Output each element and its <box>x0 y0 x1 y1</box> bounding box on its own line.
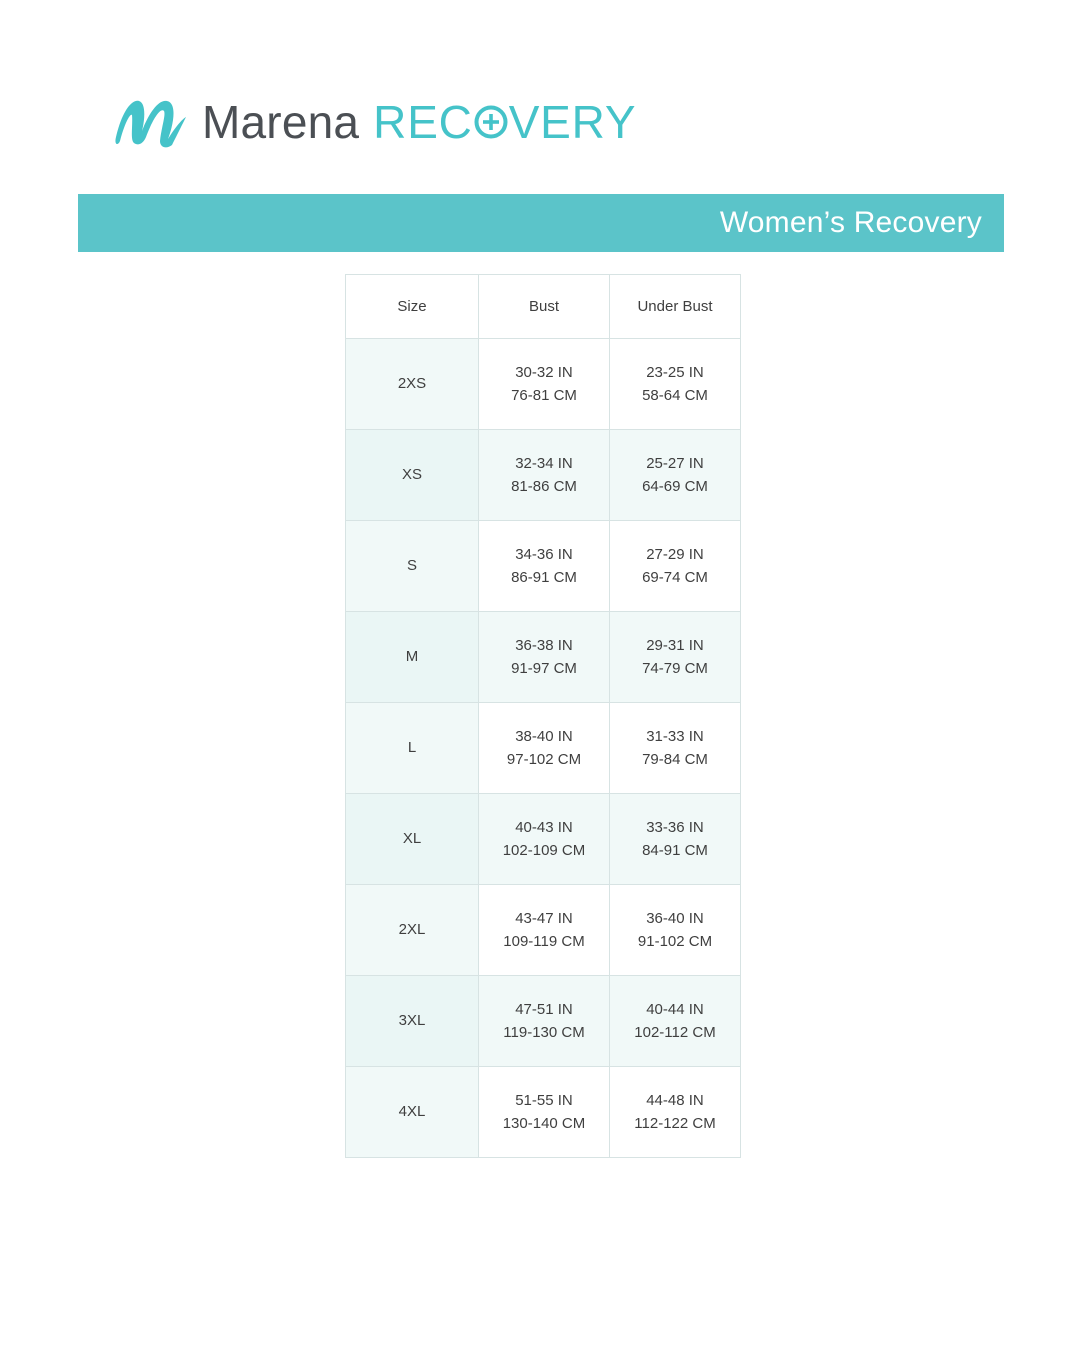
banner-title: Women’s Recovery <box>719 206 982 239</box>
cell-under-bust <box>610 794 741 885</box>
table-row <box>346 703 741 794</box>
table-row <box>346 794 741 885</box>
cell-bust-cm: 76-81 CM <box>511 387 577 404</box>
cell-bust-cm: 86-91 CM <box>511 569 577 586</box>
table-row <box>346 1067 741 1158</box>
brand-name-marena: Marena <box>202 96 360 148</box>
cell-bust <box>479 430 610 521</box>
cell-under-bust-cm: 58-64 CM <box>642 387 708 404</box>
cell-size: XS <box>346 430 479 521</box>
circle-cross-icon <box>474 105 508 139</box>
cell-bust <box>479 612 610 703</box>
brand-logo <box>112 86 636 158</box>
cell-under-bust <box>610 430 741 521</box>
brand-name-recovery <box>373 96 637 148</box>
cell-size: S <box>346 521 479 612</box>
column-header-under-bust: Under Bust <box>610 275 741 339</box>
cell-bust-in: 43-47 IN <box>515 909 573 927</box>
table-row <box>346 430 741 521</box>
size-chart-table <box>345 274 741 1158</box>
cell-size: L <box>346 703 479 794</box>
cell-under-bust <box>610 976 741 1067</box>
cell-bust <box>479 339 610 430</box>
cell-bust-in: 34-36 IN <box>515 545 573 563</box>
cell-bust-in: 38-40 IN <box>515 727 573 745</box>
cell-under-bust-cm: 112-122 CM <box>634 1115 716 1132</box>
cell-size: XL <box>346 794 479 885</box>
table-row <box>346 976 741 1067</box>
cell-bust-cm: 81-86 CM <box>511 478 577 495</box>
cell-under-bust-cm: 69-74 CM <box>642 569 708 586</box>
recovery-text-post: VERY <box>508 96 637 148</box>
table-row <box>346 612 741 703</box>
cell-under-bust <box>610 521 741 612</box>
cell-bust-cm: 102-109 CM <box>502 842 586 859</box>
cell-bust-in: 40-43 IN <box>515 818 573 836</box>
cell-under-bust <box>610 885 741 976</box>
cell-size: 4XL <box>346 1067 479 1158</box>
cell-bust-cm: 97-102 CM <box>506 751 582 768</box>
cell-under-bust-cm: 74-79 CM <box>642 660 708 677</box>
cell-under-bust-in: 25-27 IN <box>646 454 704 472</box>
marena-swoosh-icon <box>112 93 188 151</box>
cell-bust-cm: 119-130 CM <box>503 1024 585 1041</box>
cell-bust-in: 36-38 IN <box>515 636 573 654</box>
cell-under-bust-cm: 91-102 CM <box>637 933 713 950</box>
table-row <box>346 339 741 430</box>
cell-under-bust-in: 33-36 IN <box>646 818 704 836</box>
cell-size: 2XL <box>346 885 479 976</box>
cell-bust <box>479 976 610 1067</box>
cell-under-bust <box>610 612 741 703</box>
cell-under-bust-in: 23-25 IN <box>646 363 704 381</box>
cell-bust <box>479 885 610 976</box>
cell-under-bust-in: 29-31 IN <box>646 636 704 654</box>
cell-bust <box>479 1067 610 1158</box>
cell-bust-in: 32-34 IN <box>515 454 573 472</box>
cell-under-bust-cm: 64-69 CM <box>642 478 708 495</box>
cell-under-bust-cm: 84-91 CM <box>642 842 708 859</box>
table-header-row <box>346 275 741 339</box>
cell-bust-in: 47-51 IN <box>515 1000 573 1018</box>
cell-bust-cm: 109-119 CM <box>503 933 585 950</box>
cell-under-bust-in: 36-40 IN <box>646 909 704 927</box>
cell-under-bust <box>610 1067 741 1158</box>
cell-under-bust-in: 31-33 IN <box>646 727 704 745</box>
cell-bust-in: 30-32 IN <box>515 363 573 381</box>
column-header-size: Size <box>346 275 479 339</box>
cell-size: 3XL <box>346 976 479 1067</box>
cell-under-bust-cm: 79-84 CM <box>642 751 708 768</box>
cell-under-bust <box>610 703 741 794</box>
cell-bust-cm: 130-140 CM <box>502 1115 586 1132</box>
table-row <box>346 521 741 612</box>
cell-under-bust-in: 44-48 IN <box>646 1091 704 1109</box>
cell-under-bust-cm: 102-112 CM <box>634 1024 716 1041</box>
cell-size: M <box>346 612 479 703</box>
cell-bust-in: 51-55 IN <box>515 1091 573 1109</box>
cell-bust <box>479 794 610 885</box>
column-header-bust: Bust <box>479 275 610 339</box>
cell-under-bust-in: 40-44 IN <box>646 1000 704 1018</box>
recovery-text-pre: REC <box>373 96 473 148</box>
cell-bust <box>479 521 610 612</box>
cell-bust <box>479 703 610 794</box>
table-row <box>346 885 741 976</box>
cell-size: 2XS <box>346 339 479 430</box>
section-banner <box>78 194 1004 252</box>
cell-under-bust <box>610 339 741 430</box>
cell-under-bust-in: 27-29 IN <box>646 545 704 563</box>
cell-bust-cm: 91-97 CM <box>511 660 577 677</box>
